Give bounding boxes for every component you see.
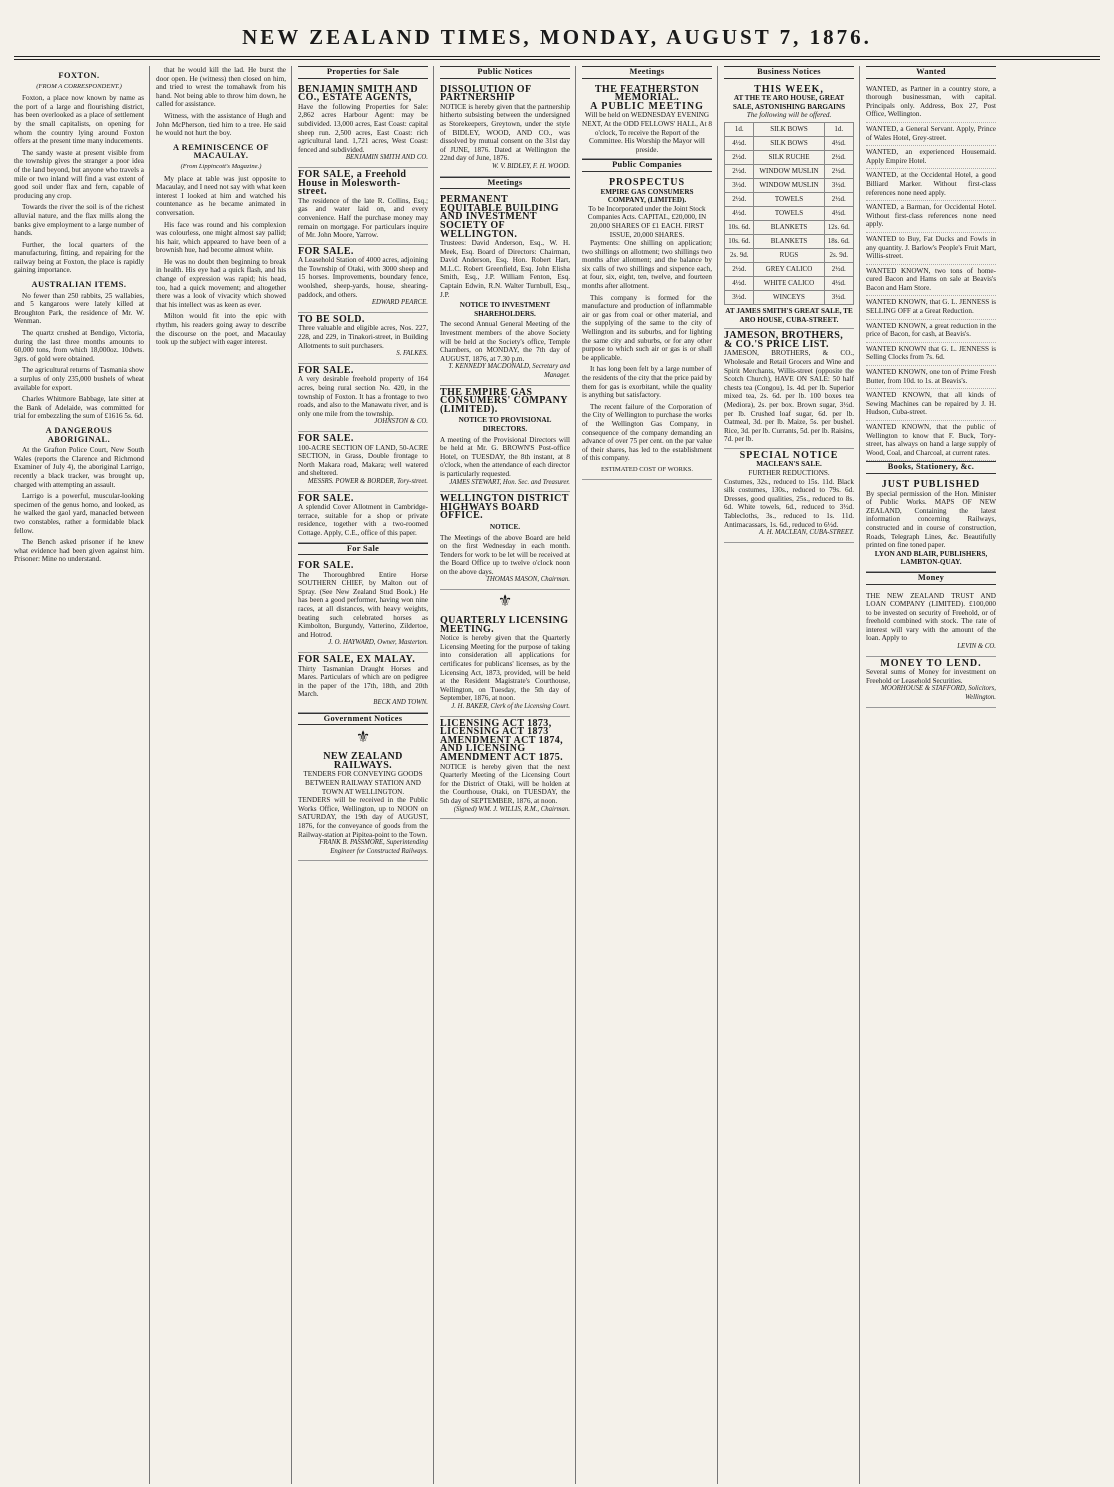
wanted-ad: WANTED, as Partner in a country store, a thorough businessman, with capital. Principals only. Address, Box 27, Post Office, Wellington. (866, 83, 996, 123)
advertisement (724, 449, 854, 543)
article-paragraph: The quartz crushed at Bendigo, Victoria, during the last three months amounts to 60,000 tons, from which 18,000oz. 10dwts. 3grs. of gold were obtained. (14, 329, 144, 363)
ad-body: Have the following Properties for Sale: 2,862 acres Harbour Agent: may be subdivided. 13,000 acres, East Coast: capital sheep run. 2,500 acres, East Coast: rich agricultural land. 1,721 acres, West Coast: fenced and subdivided. (298, 102, 428, 154)
ad-body: 100-ACRE SECTION OF LAND, 50-ACRE SECTION, in Grass, Double frontage to North Makara road, Makara; well watered and sheltered. (298, 443, 428, 478)
ad-heading: FOR SALE. (298, 432, 354, 444)
ad-signature: JOHNSTON & CO. (374, 418, 428, 426)
article-paragraph: that he would kill the lad. He burst the door open. He (witness) then closed on him, and tried to wrest the tomahawk from his hand. Not being able to throw him down, he called for assistance. (156, 66, 286, 109)
sale-item: TOWELS (754, 206, 824, 220)
columns (14, 66, 1100, 1484)
ad-notice: NOTICE TO INVESTMENT SHAREHOLDERS. (459, 301, 551, 318)
column-5 (582, 66, 718, 1484)
ad-paragraph: It has long been felt by a large number of the residents of the city that the price paid by them for gas is exorbitant, while the quality is anything but satisfactory. (582, 365, 712, 400)
sale-price: 2½d. (824, 192, 853, 206)
column-7 (866, 66, 1001, 1484)
ad-body: NOTICE is hereby given that the next Quarterly Meeting of the Licensing Court for the District of Otaki, will be holden at the Courthouse, Otaki, on TUESDAY, the 5th day of SEPTEMBER, 1876, at noon. (440, 762, 570, 805)
advertisement (440, 83, 570, 177)
wanted-ad: WANTED KNOWN, two tons of home-cured Bacon and Hams on sale at Beavis's Bacon and Ham Store. (866, 265, 996, 297)
ad-body: Costumes, 32s., reduced to 15s. 11d. Black silk costumes, 130s., reduced to 79s. 6d. Dresses, good qualities, 25s., reduced to 8s. 6d. White towels, 6d., reduced to 3½d. Tablecloths, 3s., reduced to 1s. 11d. Antimacassars, 1s. 6d., reduced to 6½d. (724, 477, 854, 529)
ad-body: Trustees: David Anderson, Esq., W. H. Meek, Esq. Board of Directors: Chairman, David Anderson, Esq. Hon. Robert Hart, M.L.C. Robert Greenfield, Esq. John Elisha Smith, Esq., J.P. William Fenton, Esq. Captain Edwin, R.N. Walter Turnbull, Esq., J.P. (440, 239, 570, 299)
ad-heading: AT THE TE ARO HOUSE, GREAT SALE, ASTONISHING BARGAINS (732, 94, 846, 111)
sale-item: RUGS (754, 248, 824, 262)
section-heading-public-companies: Public Companies (582, 159, 712, 172)
article-aboriginal-title: A DANGEROUS ABORIGINAL. (45, 425, 113, 444)
ad-paragraph: Payments: One shilling on application; two shillings on allotment; two shillings two months after allotment; and the balance by six calls of two shillings and sixpence each, at four, six, eight, ten, twelve, and fourteen months after allotment. (582, 239, 712, 291)
article-foxton-byline: (FROM A CORRESPONDENT.) (36, 82, 122, 90)
wanted-ad: WANTED, a Barman, for Occidental Hotel. Without first-class references none need apply. (866, 201, 996, 233)
sale-price: 1d. (725, 122, 754, 136)
sale-price: 4½d. (824, 206, 853, 220)
ad-subheading: FURTHER REDUCTIONS. (748, 469, 830, 478)
ad-heading: TO BE SOLD. (298, 313, 365, 325)
ad-signature: LEVIN & CO. (957, 643, 996, 651)
ad-body: A splendid Cover Allotment in Cambridge-terrace, suitable for a shop or private residence, together with a two-roomed Cottage. Apply, C.E., office of this paper. (298, 503, 428, 537)
wanted-list (866, 83, 996, 462)
ad-heading: THE FEATHERSTON MEMORIAL. (594, 83, 700, 104)
wanted-ad: WANTED KNOWN, that the public of Wellington to know that F. Buck, Tory-street, has always on hand a large supply of Wood, Coal, and Charcoal, at current rates. (866, 421, 996, 461)
sale-item: TOWELS (754, 192, 824, 206)
ad-heading: PERMANENT EQUITABLE BUILDING AND INVESTMENT SOCIETY OF WELLINGTON. (440, 194, 559, 240)
section-heading-government: Government Notices (298, 713, 428, 726)
section-heading-for-sale: For Sale (298, 543, 428, 556)
ad-paragraph: This company is formed for the manufacture and production of inflammable air or gas from coal or other material, and the supplying of the same to the city of Wellington and its suburbs, and for lighting the same city and suburbs, or for any other purpose to which such air or gas is or shall be applicable. (582, 293, 712, 362)
ad-signature: A. H. MACLEAN, CUBA-STREET. (759, 529, 854, 537)
crest-icon: ⚜ (497, 593, 513, 611)
advertisement (298, 168, 428, 245)
article-paragraph: He was no doubt then beginning to break in health. His eye had a quick flash, and his change of expression was rapid; his head, too, had a quick movement; and altogether there was a look of vivacity which showed that his intellect was as keen as ever. (156, 257, 286, 309)
ad-heading: THE EMPIRE GAS CONSUMERS' COMPANY (LIMITED). (440, 386, 568, 415)
ad-notice: NOTICE TO PROVISIONAL DIRECTORS. (458, 416, 552, 433)
sale-item: SILK BOWS (754, 122, 824, 136)
ad-body: Will be held on WEDNESDAY EVENING NEXT, At the ODD FELLOWS' HALL, At 8 o'clock, To receive the Report of the Committee. His Worship the Mayor will preside. (582, 111, 712, 154)
ad-notice: NOTICE. (489, 522, 521, 531)
sale-price: 4½d. (725, 276, 754, 290)
wanted-ad: WANTED, an experienced Housemaid. Apply Empire Hotel. (866, 146, 996, 169)
section-heading-properties: Properties for Sale (298, 66, 428, 79)
sale-price: 10s. 6d. (725, 220, 754, 234)
ad-signature: FRANK B. PASSMORE, Superintending Engineer for Constructed Railways. (319, 839, 428, 855)
article-paragraph: Foxton, a place now known by name as the port of a large and flourishing district, has been overlooked as a place of settlement by the small capitalists, on opening for whom the country lying around Foxton offers at the present time many inducements. (14, 94, 144, 146)
advertisement (440, 193, 570, 385)
ad-banner: A PUBLIC MEETING (590, 100, 704, 112)
sale-row (725, 290, 854, 304)
ad-heading: BENJAMIN SMITH AND CO., ESTATE AGENTS, (298, 83, 418, 104)
sale-price: 3½d. (725, 290, 754, 304)
advertisement (582, 176, 712, 480)
sale-price: 1d. (824, 122, 853, 136)
ad-signature: JAMES STEWART, Hon. Sec. and Treasurer. (449, 478, 570, 486)
sale-price: 2½d. (725, 150, 754, 164)
sale-item: GREY CALICO (754, 262, 824, 276)
ad-banner: SPECIAL NOTICE (739, 449, 839, 461)
sale-row (725, 206, 854, 220)
advertisement (298, 492, 428, 543)
newspaper-page (14, 8, 1100, 1480)
sale-row (725, 276, 854, 290)
ad-signature: T. KENNEDY MACDONALD, Secretary and Manager. (448, 363, 570, 379)
article-paragraph: At the Grafton Police Court, New South Wales (reports the Clarence and Richmond Examiner of July 4), the aboriginal Larrigo, recently a black tracker, was brought up, charged with attempting an assault. (14, 446, 144, 489)
sale-row (725, 178, 854, 192)
ad-signature: J. H. BAKER, Clerk of the Licensing Court. (451, 703, 570, 710)
ad-banner: JUST PUBLISHED (881, 478, 981, 490)
ad-heading: FOR SALE. (298, 560, 354, 572)
ad-banner: THIS WEEK, (754, 83, 824, 95)
ad-paragraph: The recent failure of the Corporation of the City of Wellington to purchase the works of the Wellington Gas Company, in consequence of the company demanding an advance of over 75 per cent. on the par value of their shares, has led to the establishment of this company. (582, 402, 712, 463)
sale-price: 2½d. (725, 164, 754, 178)
advertisement (866, 657, 996, 708)
sale-price: 4½d. (725, 206, 754, 220)
advertisement (298, 245, 428, 313)
sale-price: 18s. 6d. (824, 234, 853, 248)
ad-body: Three valuable and eligible acres, Nos. 227, 228, and 229, in Tinakori-street, in Building Allotments to suit purchasers. (298, 324, 428, 350)
ad-signature: (Signed) WM. J. WILLIS, R.M., Chairman. (453, 805, 570, 813)
advertisement (298, 653, 428, 713)
article-australian-title: AUSTRALIAN ITEMS. (31, 280, 127, 290)
ad-body: The residence of the late R. Collins, Esq.; gas and water laid on, and every convenience. Half the purchase money may remain on mortgage. For particulars inquire of Mr. John Moore, Yarrow. (298, 196, 428, 240)
sale-item: SILK BOWS (754, 136, 824, 150)
ad-signature: MESSRS. POWER & BORDER, Tory-street. (307, 477, 428, 485)
advertisement (582, 83, 712, 160)
advertisement (440, 386, 570, 493)
sale-item: WINDOW MUSLIN (754, 164, 824, 178)
sale-price: 2½d. (824, 150, 853, 164)
sale-price: 12s. 6d. (824, 220, 853, 234)
ad-heading: NEW ZEALAND RAILWAYS. (323, 751, 403, 771)
sale-price: 2½d. (824, 262, 853, 276)
wanted-ad: WANTED KNOWN, that G. L. JENNESS is SELLING OFF at a Great Reduction. (866, 296, 996, 319)
ad-body: A very desirable freehold property of 164 acres, being rural section No. 420, in the township of Foxton. It has a frontage to two roads, and also to the Manawatu river, and is only one mile from the township. (298, 375, 428, 418)
section-heading-business: Business Notices (724, 66, 854, 79)
ad-heading: MACLEAN'S SALE. (756, 460, 822, 469)
ad-signature: BECK AND TOWN. (373, 699, 428, 706)
sale-price: 10s. 6d. (725, 234, 754, 248)
crest-icon: ⚜ (355, 729, 371, 747)
wanted-ad: WANTED KNOWN that G. L. JENNESS is Selling Clocks from 7s. 6d. (866, 343, 996, 366)
advertisement (866, 478, 996, 572)
advertisement (298, 559, 428, 653)
article-paragraph: Milton would fit into the epic with rhythm, his readers going away to describe the discourse on the poet, and Macaulay took up the subject with eager interest. (156, 312, 286, 347)
column-1 (14, 66, 150, 1484)
ad-body: The Thoroughbred Entire Horse SOUTHERN CHIEF, by Malton out of Spray. (See New Zealand Stud Book.) He has been a good performer, having won nine races, at all distances, with heavy weights, beating such celebrated horses as Kimbolton, Burgundy, Vatterino, Zildertoe, and Hotrod. (298, 570, 428, 639)
ad-signature: LYON AND BLAIR, PUBLISHERS, LAMBTON-QUAY. (874, 549, 988, 567)
ad-banner: MONEY TO LEND. (880, 657, 982, 669)
article-paragraph: Witness, with the assistance of Hugh and John McPherson, tied him to a tree. He said he would not hurt the boy. (156, 111, 286, 138)
wanted-ad: WANTED to Buy, Fat Ducks and Fowls in any quantity. J. Barlow's People's Fruit Mart, Willis-street. (866, 233, 996, 265)
article-paragraph: My place at table was just opposite to Macaulay, and I need not say with what keen interest I looked at him and watched his countenance as he became animated in conversation. (156, 174, 286, 217)
ad-body: To be Incorporated under the Joint Stock Companies Acts. CAPITAL, £20,000, IN 20,000 SHARES OF £1 EACH. FIRST ISSUE, 20,000 SHARES. (587, 204, 707, 239)
sale-row (725, 122, 854, 136)
sale-price: 3½d. (725, 178, 754, 192)
ad-body: TENDERS will be received in the Public Works Office, Wellington, up to NOON on SATURDAY, the 19th day of AUGUST, 1876, for the conveyance of goods from the Railway-station at Pipitea-point to the Town. (298, 796, 428, 839)
wanted-ad: WANTED KNOWN, a great reduction in the price of Bacon, for cash, at Beavis's. (866, 320, 996, 343)
ad-heading: WELLINGTON DISTRICT HIGHWAYS BOARD OFFICE. (440, 493, 569, 522)
sale-price: 2s. 9d. (824, 248, 853, 262)
ad-heading: FOR SALE. (298, 492, 354, 504)
sale-price: 4½d. (725, 136, 754, 150)
column-3 (298, 66, 434, 1484)
sale-row (725, 136, 854, 150)
advertisement (440, 717, 570, 820)
sale-row (725, 192, 854, 206)
article-paragraph: Towards the river the soil is of the richest alluvial nature, and the flax mills along the banks give employment to a large number of hands. (14, 203, 144, 238)
article-paragraph: No fewer than 250 rabbits, 25 wallabies, and 5 kangaroos were lately killed at Broughton Park, the residence of Mr. W. Wenman. (14, 291, 144, 326)
sale-price: 3½d. (824, 290, 853, 304)
article-macaulay-source: (From Lippincott's Magazine.) (180, 162, 262, 170)
ad-body: A meeting of the Provisional Directors will be held at Mr. G. BROWN'S Post-office Hotel, on TUESDAY, the 8th instant, at 8 o'clock, when the attendance of each director is particularly requested. (440, 435, 570, 478)
masthead-rule (14, 56, 1100, 60)
article-paragraph: Further, the local quarters of the manufacturing, fitting, and repairing for the railway being at Foxton, the place is rapidly gaining importance. (14, 240, 144, 275)
advertisement (298, 83, 428, 168)
column-2 (156, 66, 292, 1484)
ad-signature: W. V. BIDLEY, F. H. WOOD. (492, 162, 570, 170)
sale-item: WHITE CALICO (754, 276, 824, 290)
sale-row (725, 220, 854, 234)
masthead: NEW ZEALAND TIMES, MONDAY, AUGUST 7, 1876. (242, 25, 872, 49)
article-foxton-title: FOXTON. (58, 71, 100, 80)
ad-body: JAMESON, BROTHERS, & CO., Wholesale and Retail Grocers and Wine and Spirit Merchants, Willis-street (opposite the Scotch Church), HAVE ON SALE: 50 half chests tea (Congou), 1s. 4d. per lb. Superior mixed tea, 2s. 6d. per lb. 100 boxes tea (Mediora), 2s. per box. Brown sugar, 3½d. per lb. Crushed loaf sugar, 6d. per lb. Oatmeal, 3d. per lb. Maize, 5s. per bushel. Rice, 3d. per lb. Currants, 5d. per lb. Raisins, 7d. per lb. (724, 349, 854, 444)
sale-price-table (724, 122, 854, 305)
sale-item: WINCEYS (754, 290, 824, 304)
sale-item: BLANKETS (754, 234, 824, 248)
column-4 (440, 66, 576, 1484)
ad-body: THE NEW ZEALAND TRUST AND LOAN COMPANY (LIMITED). £100,000 to be invested on security of Freehold, or of freehold combined with stock. The rate of interest will vary with the amount of the loan. Apply to (866, 591, 996, 643)
advertisement (866, 589, 996, 657)
advertisement (298, 313, 428, 364)
advertisement (440, 492, 570, 590)
ad-heading: LICENSING ACT 1873, LICENSING ACT 1873 AMENDMENT ACT 1874, AND LICENSING AMENDMENT ACT 1875. (440, 717, 564, 763)
ad-body: NOTICE is hereby given that the partnership hitherto subsisting between the undersigned as Storekeepers, Greytown, under the style of BIDLEY, WOOD, AND CO., was dissolved by mutual consent on the 31st day of JUNE, 1876. Dated at Wellington the 22nd day of June, 1876. (440, 102, 570, 163)
ad-signature: EDWARD PEARCE. (371, 299, 428, 307)
advertisement (298, 432, 428, 492)
ad-heading: QUARTERLY LICENSING MEETING. (440, 615, 569, 635)
article-paragraph: The sandy waste at present visible from the township gives the stranger a poor idea of the land beyond, but anyone who travels a mile or two inland will find a vast extent of good soil under flax and fern, capable of producing any crop. (14, 148, 144, 200)
article-paragraph: Charles Whitmore Babbage, late sitter at the Bank of Adelaide, was committed for trial for embezzling the sum of £1616 5s. 6d. (14, 395, 144, 421)
ad-subheading: TENDERS FOR CONVEYING GOODS BETWEEN RAILWAY STATION AND TOWN AT WELLINGTON. (303, 770, 423, 796)
ad-signature: S. FALKES. (396, 350, 428, 358)
ad-signature: BENJAMIN SMITH AND CO. (345, 154, 428, 162)
sale-item: SILK RUCHE (754, 150, 824, 164)
ad-body: The second Annual General Meeting of the Investment members of the above Society will be held at the Society's office, Temple Chambers, on MONDAY, the 7th day of AUGUST, 1876, at 7.30 p.m. (440, 320, 570, 363)
ad-heading: FOR SALE, EX MALAY. (298, 654, 416, 666)
section-heading-wanted: Wanted (866, 66, 996, 79)
article-paragraph: The Bench asked prisoner if he knew what evidence had been given against him. Prisoner: Mine no understand. (14, 538, 144, 564)
ad-body: The Meetings of the above Board are held on the first Wednesday in each month. Tenders for work to be let will be received at the Board Office up to twelve o'clock noon on the above days. (440, 533, 570, 576)
sale-price: 2½d. (824, 164, 853, 178)
sale-item: BLANKETS (754, 220, 824, 234)
sale-row (725, 248, 854, 262)
ad-banner: PROSPECTUS (608, 176, 686, 188)
sale-price: 3½d. (824, 178, 853, 192)
section-heading-meetings: Meetings (440, 177, 570, 190)
ad-signature: THOMAS MASON, Chairman. (486, 576, 570, 584)
wanted-ad: WANTED KNOWN, that all kinds of Sewing Machines can be repaired by J. H. Hudson, Cuba-street. (866, 389, 996, 421)
ad-body: Several sums of Money for investment on Freehold or Leasehold Securities. (866, 668, 996, 685)
section-heading-meetings: Meetings (582, 66, 712, 79)
ad-heading: FOR SALE. (298, 245, 354, 257)
ad-signature: AT JAMES SMITH'S GREAT SALE, TE ARO HOUSE, CUBA-STREET. (725, 306, 853, 324)
ad-body: By special permission of the Hon. Minister of Public Works. MAPS OF NEW ZEALAND, Containing the latest information concerning Railways, constructed and in course of construction, Roads, Telegraph Lines, &c. Beautifully printed on fine toned paper. (866, 489, 996, 550)
article-paragraph: Larrigo is a powerful, muscular-looking specimen of the genus homo, and looked, as he walked the gaol yard, manacled between two constables, rather a formidable black fellow. (14, 492, 144, 535)
article-paragraph: The agricultural returns of Tasmania show a surplus of only 235,000 bushels of wheat available for export. (14, 366, 144, 392)
sale-item: WINDOW MUSLIN (754, 178, 824, 192)
sale-row (725, 234, 854, 248)
sale-price: 2½d. (725, 262, 754, 276)
advertisement (440, 614, 570, 717)
wanted-ad: WANTED, a General Servant. Apply, Prince of Wales Hotel, Grey-street. (866, 123, 996, 146)
advertisement (298, 364, 428, 432)
wanted-ad: WANTED, at the Occidental Hotel, a good Billiard Marker. Without first-class references none need apply. (866, 169, 996, 201)
ad-note: The following will be offered. (746, 111, 832, 120)
wanted-ad: WANTED KNOWN, one ton of Prime Fresh Butter, from 10d. to 1s. at Beavis's. (866, 366, 996, 389)
column-6 (724, 66, 860, 1484)
advertisement (724, 329, 854, 449)
ad-subheading: ESTIMATED COST OF WORKS. (600, 465, 694, 473)
section-heading-public-notices: Public Notices (440, 66, 570, 79)
article-paragraph: His face was round and his complexion was colourless, one might almost say pallid; his hair, which appeared to have been of a brownish hue, had become almost white. (156, 220, 286, 255)
ad-body: Notice is hereby given that the Quarterly Licensing Meeting for the purpose of taking into consideration all applications for certificates for publicans' licenses, as by the Licensing Act, 1873, provided, will be held at the Resident Magistrate's Courthouse, Wellington, on Tuesday, the 5th day of September, 1876, at noon. (440, 634, 570, 703)
section-heading-money: Money (866, 572, 996, 585)
sale-row (725, 262, 854, 276)
ad-heading: EMPIRE GAS CONSUMERS COMPANY, (LIMITED). (600, 187, 694, 205)
ad-signature: J. O. HAYWARD, Owner, Masterton. (328, 639, 428, 647)
sale-row (725, 164, 854, 178)
ad-signature: MOORHOUSE & STAFFORD, Solicitors, Wellington. (881, 685, 996, 702)
advertisement (724, 83, 854, 330)
ad-body: Thirty Tasmanian Draught Horses and Mares. Particulars of which are on pedigree in the paper of the 17th, 18th, and 20th March. (298, 664, 428, 699)
sale-row (725, 150, 854, 164)
ad-heading: DISSOLUTION OF PARTNERSHIP (440, 83, 532, 104)
section-heading-books: Books, Stationery, &c. (866, 461, 996, 474)
article-macaulay-title: A REMINISCENCE OF MACAULAY. (173, 142, 269, 161)
ad-body: A Leasehold Station of 4000 acres, adjoining the Township of Otaki, with 3000 sheep and 15 horses. Improvements, boundary fence, woolshed, sheep-yards, house, shearing-paddock, and others. (298, 256, 428, 299)
ad-heading: JAMESON, BROTHERS, & CO.'S PRICE LIST. (724, 330, 844, 350)
advertisement (298, 750, 428, 861)
sale-price: 4½d. (824, 276, 853, 290)
ad-heading: FOR SALE. (298, 364, 354, 376)
ad-heading: FOR SALE, a Freehold House in Molesworth-street. (298, 168, 407, 198)
sale-price: 4½d. (824, 136, 853, 150)
sale-price: 2½d. (725, 192, 754, 206)
sale-price: 2s. 9d. (725, 248, 754, 262)
